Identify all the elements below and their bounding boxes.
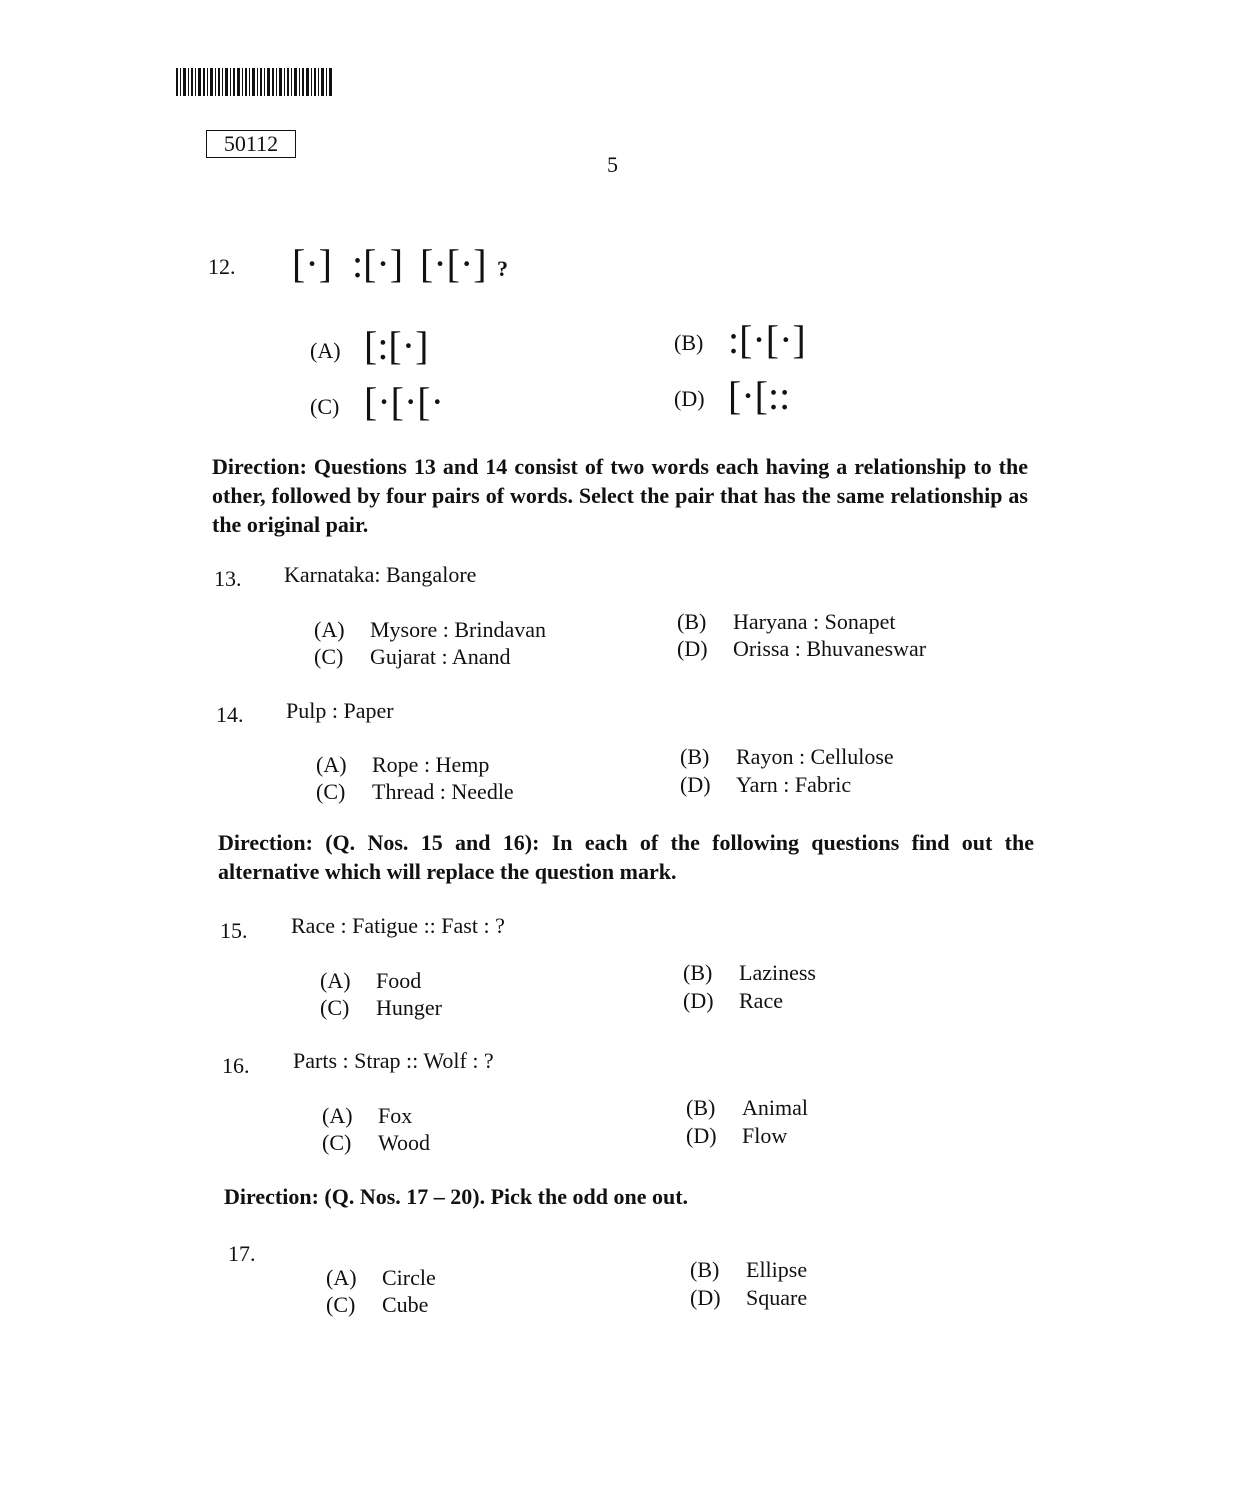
option-text: Rope : Hemp	[372, 752, 490, 777]
option-text: Fox	[378, 1103, 413, 1128]
option-text: Animal	[742, 1095, 808, 1120]
option-text: Yarn : Fabric	[736, 772, 852, 797]
option-figure: [:[·]	[364, 323, 429, 368]
option-label: (B)	[674, 330, 704, 355]
option-text: Laziness	[739, 960, 816, 985]
question-number: 14.	[216, 702, 244, 727]
option-label: (A)	[322, 1103, 353, 1128]
option-label: (B)	[680, 744, 710, 769]
option-text: Gujarat : Anand	[370, 644, 511, 669]
question-text: Pulp : Paper	[286, 698, 394, 723]
series-figure-2: :[·]	[352, 241, 404, 286]
option-label: (B)	[686, 1095, 716, 1120]
option-text: Race	[739, 988, 783, 1013]
option-text: Square	[746, 1285, 808, 1310]
option-text: Flow	[742, 1123, 788, 1148]
option-text: Hunger	[376, 995, 442, 1020]
option-label: (D)	[677, 636, 708, 661]
direction-text: Direction: (Q. Nos. 17 – 20). Pick the odd one out.	[224, 1184, 689, 1209]
option-label: (C)	[320, 995, 350, 1020]
option-label: (B)	[683, 960, 713, 985]
barcode	[176, 68, 332, 96]
option-label: (C)	[326, 1292, 356, 1317]
question-number: 16.	[222, 1053, 250, 1078]
option-label: (C)	[314, 644, 344, 669]
option-label: (A)	[316, 752, 347, 777]
option-label: (C)	[310, 394, 340, 419]
option-text: Food	[376, 968, 422, 993]
option-label: (D)	[674, 386, 705, 411]
question-text: Parts : Strap :: Wolf : ?	[293, 1048, 494, 1073]
question-text: Race : Fatigue :: Fast : ?	[291, 913, 505, 938]
paper-code: 50112	[206, 130, 296, 158]
option-label: (B)	[690, 1257, 720, 1282]
option-figure: [·[::	[728, 373, 791, 418]
option-text: Wood	[378, 1130, 431, 1155]
option-label: (C)	[316, 779, 346, 804]
option-text: Thread : Needle	[372, 779, 514, 804]
option-label: (D)	[683, 988, 714, 1013]
option-text: Haryana : Sonapet	[733, 609, 896, 634]
option-label: (A)	[310, 338, 341, 363]
direction-text: Direction: (Q. Nos. 15 and 16): In each of the following questions find out the alternative which will replace the question mark.	[218, 830, 1034, 884]
question-mark: ?	[497, 256, 508, 281]
option-text: Orissa : Bhuvaneswar	[733, 636, 927, 661]
option-text: Cube	[382, 1292, 429, 1317]
option-label: (A)	[326, 1265, 357, 1290]
option-label: (A)	[314, 617, 345, 642]
direction-text: Direction: Questions 13 and 14 consist of two words each having a relationship to the other, followed by four pairs of words. Select the pair that has the same relationship as the original pair.	[212, 454, 1028, 537]
option-text: Mysore : Brindavan	[370, 617, 546, 642]
option-label: (D)	[680, 772, 711, 797]
option-text: Circle	[382, 1265, 436, 1290]
series-figure-3: [·[·]	[420, 241, 487, 286]
option-label: (D)	[686, 1123, 717, 1148]
option-label: (A)	[320, 968, 351, 993]
question-number: 13.	[214, 566, 242, 591]
option-figure: :[·[·]	[728, 317, 806, 362]
question-number: 17.	[228, 1241, 256, 1266]
question-number: 12.	[208, 254, 236, 279]
option-text: Ellipse	[746, 1257, 808, 1282]
question-number: 15.	[220, 918, 248, 943]
option-label: (B)	[677, 609, 707, 634]
option-figure: [·[·[·	[364, 379, 444, 424]
option-label: (D)	[690, 1285, 721, 1310]
question-text: Karnataka: Bangalore	[284, 562, 477, 587]
series-figure-1: [·]	[292, 241, 332, 286]
option-label: (C)	[322, 1130, 352, 1155]
option-text: Rayon : Cellulose	[736, 744, 894, 769]
page-number: 5	[607, 152, 618, 177]
